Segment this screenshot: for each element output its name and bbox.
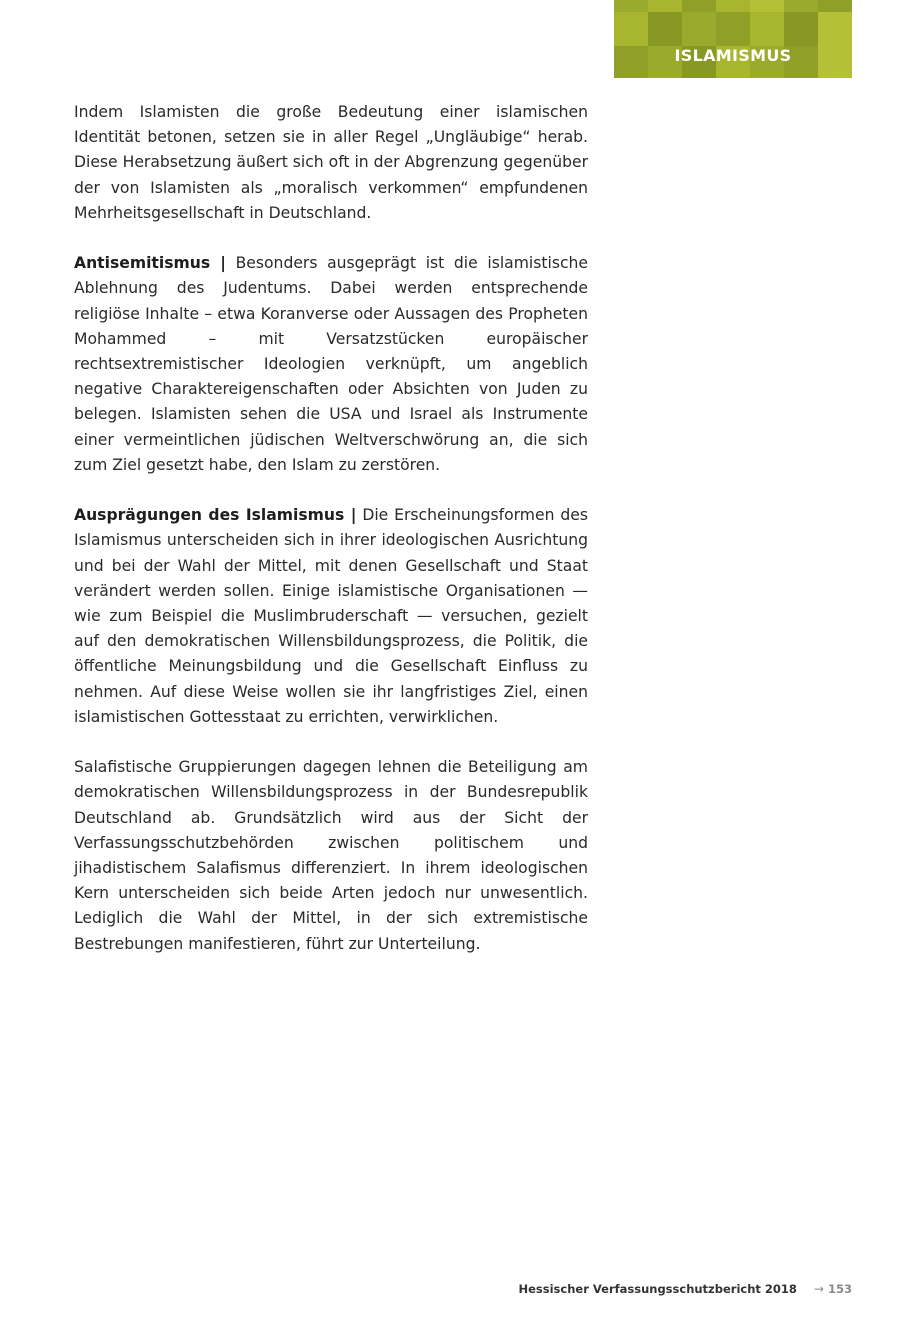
mosaic-tile [750, 0, 784, 12]
mosaic-tile [784, 0, 818, 12]
paragraph-antisemitism [74, 251, 588, 478]
arrow-right-icon: → [813, 1282, 824, 1296]
mosaic-tile [784, 12, 818, 46]
page-footer [519, 1280, 853, 1298]
mosaic-tile [682, 0, 716, 12]
mosaic-tile [648, 12, 682, 46]
paragraph-forms-of-islamism [74, 503, 588, 730]
mosaic-tile [716, 12, 750, 46]
paragraph-lead-forms: Ausprägungen des Islamismus | [74, 506, 357, 525]
mosaic-tile [682, 12, 716, 46]
paragraph-text-forms: Die Erscheinungsformen des Islamismus unterscheiden sich in ihrer ideologischen Ausrichtung und bei der Wahl der Mittel, mit denen Gesellschaft und Staat verändert werden sollen. Einige islamistische Organisationen — wie zum Beispiel die Muslimbruderschaft — versuchen, gezielt auf den demokratischen Willensbildungsprozess, die Politik, die öffentliche Meinungsbildung und die Gesellschaft Einfluss zu nehmen. Auf diese Weise wollen sie ihr langfristiges Ziel, einen islamistischen Gottesstaat zu errichten, verwirklichen. [74, 506, 588, 726]
main-text [74, 100, 588, 982]
paragraph-identity: Indem Islamisten die große Bedeutung einer islamischen Identität betonen, setzen sie in aller Regel „Ungläubige“ herab. Diese Herabsetzung äußert sich oft in der Abgrenzung gegenüber der von Islamisten als „moralisch verkommen“ empfundenen Mehrheitsgesellschaft in Deutschland. [74, 103, 588, 222]
mosaic-tile [716, 0, 750, 12]
mosaic-tile [614, 0, 648, 12]
mosaic-tile [648, 0, 682, 12]
publication-title: Hessischer Verfassungsschutzbericht 2018 [518, 1282, 797, 1296]
page-number: 153 [827, 1282, 852, 1296]
section-tab [614, 0, 852, 78]
paragraph-lead-antisemitism: Antisemitismus | [74, 254, 226, 273]
mosaic-tile [750, 12, 784, 46]
paragraph-text-antisemitism: Besonders ausgeprägt ist die islamistische Ablehnung des Judentums. Dabei werden entsprechende religiöse Inhalte – etwa Koranverse oder Aussagen des Propheten Mohammed – mit Versatzstücken europäischer rechtsextremistischer Ideologien verknüpft, um angeblich negative Charaktereigenschaften oder Absichten von Juden zu belegen. Islamisten sehen die USA und Israel als Instrumente einer vermeintlichen jüdischen Weltverschwörung an, die sich zum Ziel gesetzt habe, den Islam zu zerstören. [74, 254, 588, 474]
mosaic-tile [614, 12, 648, 46]
section-label: ISLAMISMUS [674, 46, 792, 65]
mosaic-tile [818, 12, 852, 46]
mosaic-tile [818, 0, 852, 12]
paragraph-salafism: Salafistische Gruppierungen dagegen lehnen die Beteiligung am demokratischen Willensbildungsprozess in der Bundesrepublik Deutschland ab. Grundsätzlich wird aus der Sicht der Verfassungsschutzbehörden zwischen politischem und jihadistischem Salafismus differenziert. In ihrem ideologischen Kern unterscheiden sich beide Arten jedoch nur unwesentlich. Lediglich die Wahl der Mittel, in der sich extremistische Bestrebungen manifestieren, führt zur Unterteilung. [74, 758, 588, 953]
